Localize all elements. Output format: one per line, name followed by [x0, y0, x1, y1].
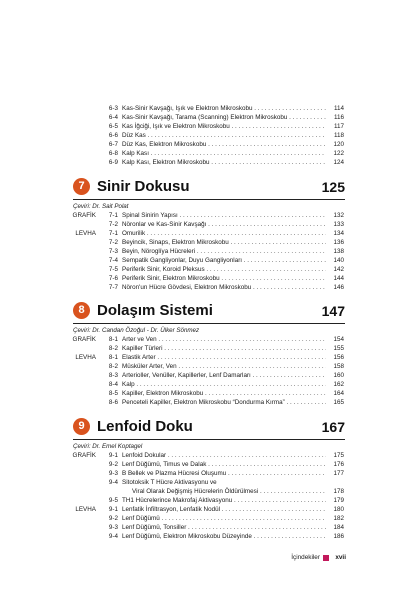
chapter-translator: Çeviri: Dr. Candan Özoğul - Dr. Ülker Sönmez: [73, 327, 200, 334]
entry-title: Kalp . . .: [122, 380, 326, 389]
entry-6-8[interactable]: [60, 149, 344, 158]
entry-page: 156: [333, 354, 344, 361]
entry-number: 9-4: [108, 479, 118, 486]
entry-number: 7-4: [108, 257, 118, 264]
entry-title: Sitotoksik T Hücre Aktivasyonu ve: [122, 479, 217, 486]
entry-7-levha-4[interactable]: [60, 256, 344, 265]
entry-9-grafik-5[interactable]: [60, 496, 344, 505]
entry-number: 9-4: [108, 533, 118, 540]
entry-page: 177: [333, 470, 344, 477]
entry-page: 124: [333, 159, 344, 166]
entry-number: 8-1: [108, 336, 118, 343]
entry-page: 154: [333, 336, 344, 343]
entry-number: 8-4: [108, 381, 118, 388]
chapter-7-header[interactable]: [73, 176, 345, 198]
entry-title: Arterioller, Venüller, Kapillerler, Lenf Damarları . . .: [122, 371, 326, 380]
entry-page: 182: [333, 515, 344, 522]
entry-title: Nöron'un Hücre Gövdesi, Elektron Mikroskobu . . .: [122, 283, 326, 292]
entry-8-levha-6[interactable]: [60, 398, 344, 407]
entry-6-4[interactable]: [60, 113, 344, 122]
square-bullet-icon: [323, 555, 329, 561]
entry-number: 7-1: [108, 212, 118, 219]
entry-kind: GRAFİK: [72, 336, 96, 343]
chapter-title: Lenfoid Doku: [97, 418, 193, 435]
entry-6-6[interactable]: [60, 131, 344, 140]
entry-number: 6-3: [108, 105, 118, 112]
chapter-page: 167: [321, 419, 345, 435]
chapter-divider: [73, 323, 345, 324]
entry-kind: LEVHA: [75, 354, 96, 361]
entry-kind: GRAFİK: [72, 212, 96, 219]
entry-page: 118: [333, 132, 344, 139]
entry-title: Kapiller Türleri . . .: [122, 344, 326, 353]
entry-6-3[interactable]: [60, 104, 344, 113]
entry-7-grafik-2[interactable]: [60, 220, 344, 229]
entry-title: Beyin, Nöroglíya Hücreleri . . .: [122, 247, 326, 256]
entry-title: Arter ve Ven . . .: [122, 335, 326, 344]
entry-title: Periferik Sinir, Koroid Pleksus . . .: [122, 265, 326, 274]
entry-title: Spinal Sinirin Yapısı . . .: [122, 211, 326, 220]
entry-page: 140: [333, 257, 344, 264]
entry-number: 9-5: [108, 497, 118, 504]
entry-number: 7-5: [108, 266, 118, 273]
entry-9-levha-2[interactable]: [60, 514, 344, 523]
entry-title: B Bellek ve Plazma Hücresi Oluşumu . . .: [122, 469, 326, 478]
chapter-page: 125: [321, 179, 345, 195]
entry-number: 7-2: [108, 221, 118, 228]
entry-8-levha-4[interactable]: [60, 380, 344, 389]
entry-number: 7-7: [108, 284, 118, 291]
entry-8-levha-5[interactable]: [60, 389, 344, 398]
entry-page: 180: [333, 506, 344, 513]
entry-page: 158: [333, 363, 344, 370]
entry-9-grafik-4[interactable]: [60, 478, 344, 487]
footer-label: İçindekiler: [291, 554, 320, 561]
entry-title: Viral Olarak Değişmiş Hücrelerin Öldürülmesi . . .: [132, 487, 326, 496]
chapter-page: 147: [321, 303, 345, 319]
entry-title: Elastik Arter . . .: [122, 353, 326, 362]
entry-page: 160: [333, 372, 344, 379]
entry-title: Kas-Sinir Kavşağı, Tarama (Scanning) Elektron Mikroskobu . . .: [122, 113, 326, 122]
entry-number: 6-6: [108, 132, 118, 139]
entry-6-7[interactable]: [60, 140, 344, 149]
entry-7-levha-6[interactable]: [60, 274, 344, 283]
chapter-number-badge: 7: [73, 178, 90, 195]
entry-page: 155: [333, 345, 344, 352]
entry-9-levha-4[interactable]: [60, 532, 344, 541]
chapter-title: Dolaşım Sistemi: [97, 302, 213, 319]
entry-page: 184: [333, 524, 344, 531]
entry-number: 8-2: [108, 345, 118, 352]
entry-page: 136: [333, 239, 344, 246]
entry-number: 6-4: [108, 114, 118, 121]
entry-number: 7-1: [108, 230, 118, 237]
chapter-8-header[interactable]: [73, 300, 345, 322]
chapter-translator: Çeviri: Dr. Emel Koptagel: [73, 443, 143, 450]
entry-number: 6-8: [108, 150, 118, 157]
entry-title: Kalp Kası . . .: [122, 149, 326, 158]
entry-number: 7-2: [108, 239, 118, 246]
page-footer: [220, 553, 346, 563]
entry-page: 146: [333, 284, 344, 291]
entry-title: TH1 Hücrelerince Makrofaj Aktivasyonu . . .: [122, 496, 326, 505]
chapter-number-badge: 8: [73, 302, 90, 319]
entry-7-levha-7[interactable]: [60, 283, 344, 292]
entry-7-levha-5[interactable]: [60, 265, 344, 274]
entry-7-levha-1[interactable]: [60, 229, 344, 238]
entry-number: 8-5: [108, 390, 118, 397]
entry-title: Kas İğciği, Işık ve Elektron Mikroskobu . . .: [122, 122, 326, 131]
entry-number: 7-6: [108, 275, 118, 282]
entry-page: 179: [333, 497, 344, 504]
entry-number: 9-3: [108, 524, 118, 531]
entry-page: 114: [333, 105, 344, 112]
chapter-number-badge: 9: [73, 418, 90, 435]
entry-9-grafik-2[interactable]: [60, 460, 344, 469]
entry-page: 144: [333, 275, 344, 282]
entry-8-levha-3[interactable]: [60, 371, 344, 380]
entry-page: 142: [333, 266, 344, 273]
entry-title: Nöronlar ve Kas-Sinir Kavşağı . . .: [122, 220, 326, 229]
entry-title: Beyincik, Sinaps, Elektron Mikroskobu . . .: [122, 238, 326, 247]
entry-kind: GRAFİK: [72, 452, 96, 459]
entry-title: Lenf Düğümü, Tonsiller . . .: [122, 523, 326, 532]
entry-7-grafik-1[interactable]: [60, 211, 344, 220]
entry-page: 164: [333, 390, 344, 397]
entry-page: 178: [333, 488, 344, 495]
entry-number: 8-1: [108, 354, 118, 361]
entry-page: 122: [333, 150, 344, 157]
entry-title: Lenfoid Dokular . . .: [122, 451, 326, 460]
entry-8-grafik-1[interactable]: [60, 335, 344, 344]
entry-page: 162: [333, 381, 344, 388]
entry-title: Kas-Sinir Kavşağı, Işık ve Elektron Mikroskobu . . .: [122, 104, 326, 113]
entry-page: 133: [333, 221, 344, 228]
entry-title: Lenf Düğümü . . .: [122, 514, 326, 523]
chapter-divider: [73, 199, 345, 200]
chapter-title: Sinir Dokusu: [97, 178, 190, 195]
entry-8-levha-1[interactable]: [60, 353, 344, 362]
page-number: xvii: [335, 554, 346, 561]
entry-title: Düz Kas, Elektron Mikroskobu . . .: [122, 140, 326, 149]
entry-9-grafik-4-cont[interactable]: [60, 487, 344, 496]
entry-page: 175: [333, 452, 344, 459]
entry-page: 134: [333, 230, 344, 237]
entry-page: 132: [333, 212, 344, 219]
entry-9-grafik-3[interactable]: [60, 469, 344, 478]
entry-8-grafik-2[interactable]: [60, 344, 344, 353]
entry-8-levha-2[interactable]: [60, 362, 344, 371]
entry-number: 8-3: [108, 372, 118, 379]
entry-page: 117: [333, 123, 344, 130]
entry-title: Penceteli Kapiller, Elektron Mikroskobu “Dondurma Kırma” . . .: [122, 398, 326, 407]
entry-title: Lenfatik İnfiltrasyon, Lenfatik Nodül . . .: [122, 505, 326, 514]
entry-number: 9-2: [108, 515, 118, 522]
entry-number: 9-2: [108, 461, 118, 468]
chapter-9-header[interactable]: [73, 416, 345, 438]
entry-page: 116: [333, 114, 344, 121]
entry-7-levha-3[interactable]: [60, 247, 344, 256]
entry-page: 176: [333, 461, 344, 468]
entry-7-levha-2[interactable]: [60, 238, 344, 247]
entry-9-levha-1[interactable]: [60, 505, 344, 514]
entry-title: Kapiller, Elektron Mikroskobu . . .: [122, 389, 326, 398]
entry-number: 8-2: [108, 363, 118, 370]
entry-6-5[interactable]: [60, 122, 344, 131]
entry-title: Omurilik . . .: [122, 229, 326, 238]
entry-page: 165: [333, 399, 344, 406]
entry-number: 6-7: [108, 141, 118, 148]
entry-number: 9-1: [108, 452, 118, 459]
entry-number: 9-3: [108, 470, 118, 477]
entry-kind: LEVHA: [75, 506, 96, 513]
entry-number: 8-6: [108, 399, 118, 406]
entry-6-9[interactable]: [60, 158, 344, 167]
entry-9-grafik-1[interactable]: [60, 451, 344, 460]
entry-number: 7-3: [108, 248, 118, 255]
entry-title: Kalp Kası, Elektron Mikroskobu . . .: [122, 158, 326, 167]
entry-title: Müsküler Arter, Ven . . .: [122, 362, 326, 371]
entry-title: Lenf Düğümü, Elektron Mikroskobu Düzeyinde . . .: [122, 532, 326, 541]
chapter-translator: Çeviri: Dr. Sait Polat: [73, 203, 129, 210]
entry-title: Lenf Düğümü, Timus ve Dalak . . .: [122, 460, 326, 469]
chapter-divider: [73, 439, 345, 440]
entry-page: 186: [333, 533, 344, 540]
entry-title: Sempatik Gangliyonlar, Duyu Gangliyonları . . .: [122, 256, 326, 265]
entry-title: Düz Kas . . .: [122, 131, 326, 140]
entry-9-levha-3[interactable]: [60, 523, 344, 532]
entry-kind: LEVHA: [75, 230, 96, 237]
entry-number: 6-9: [108, 159, 118, 166]
entry-number: 9-1: [108, 506, 118, 513]
entry-title: Periferik Sinir, Elektron Mikroskobu . . .: [122, 274, 326, 283]
entry-page: 120: [333, 141, 344, 148]
entry-number: 6-5: [108, 123, 118, 130]
entry-page: 138: [333, 248, 344, 255]
